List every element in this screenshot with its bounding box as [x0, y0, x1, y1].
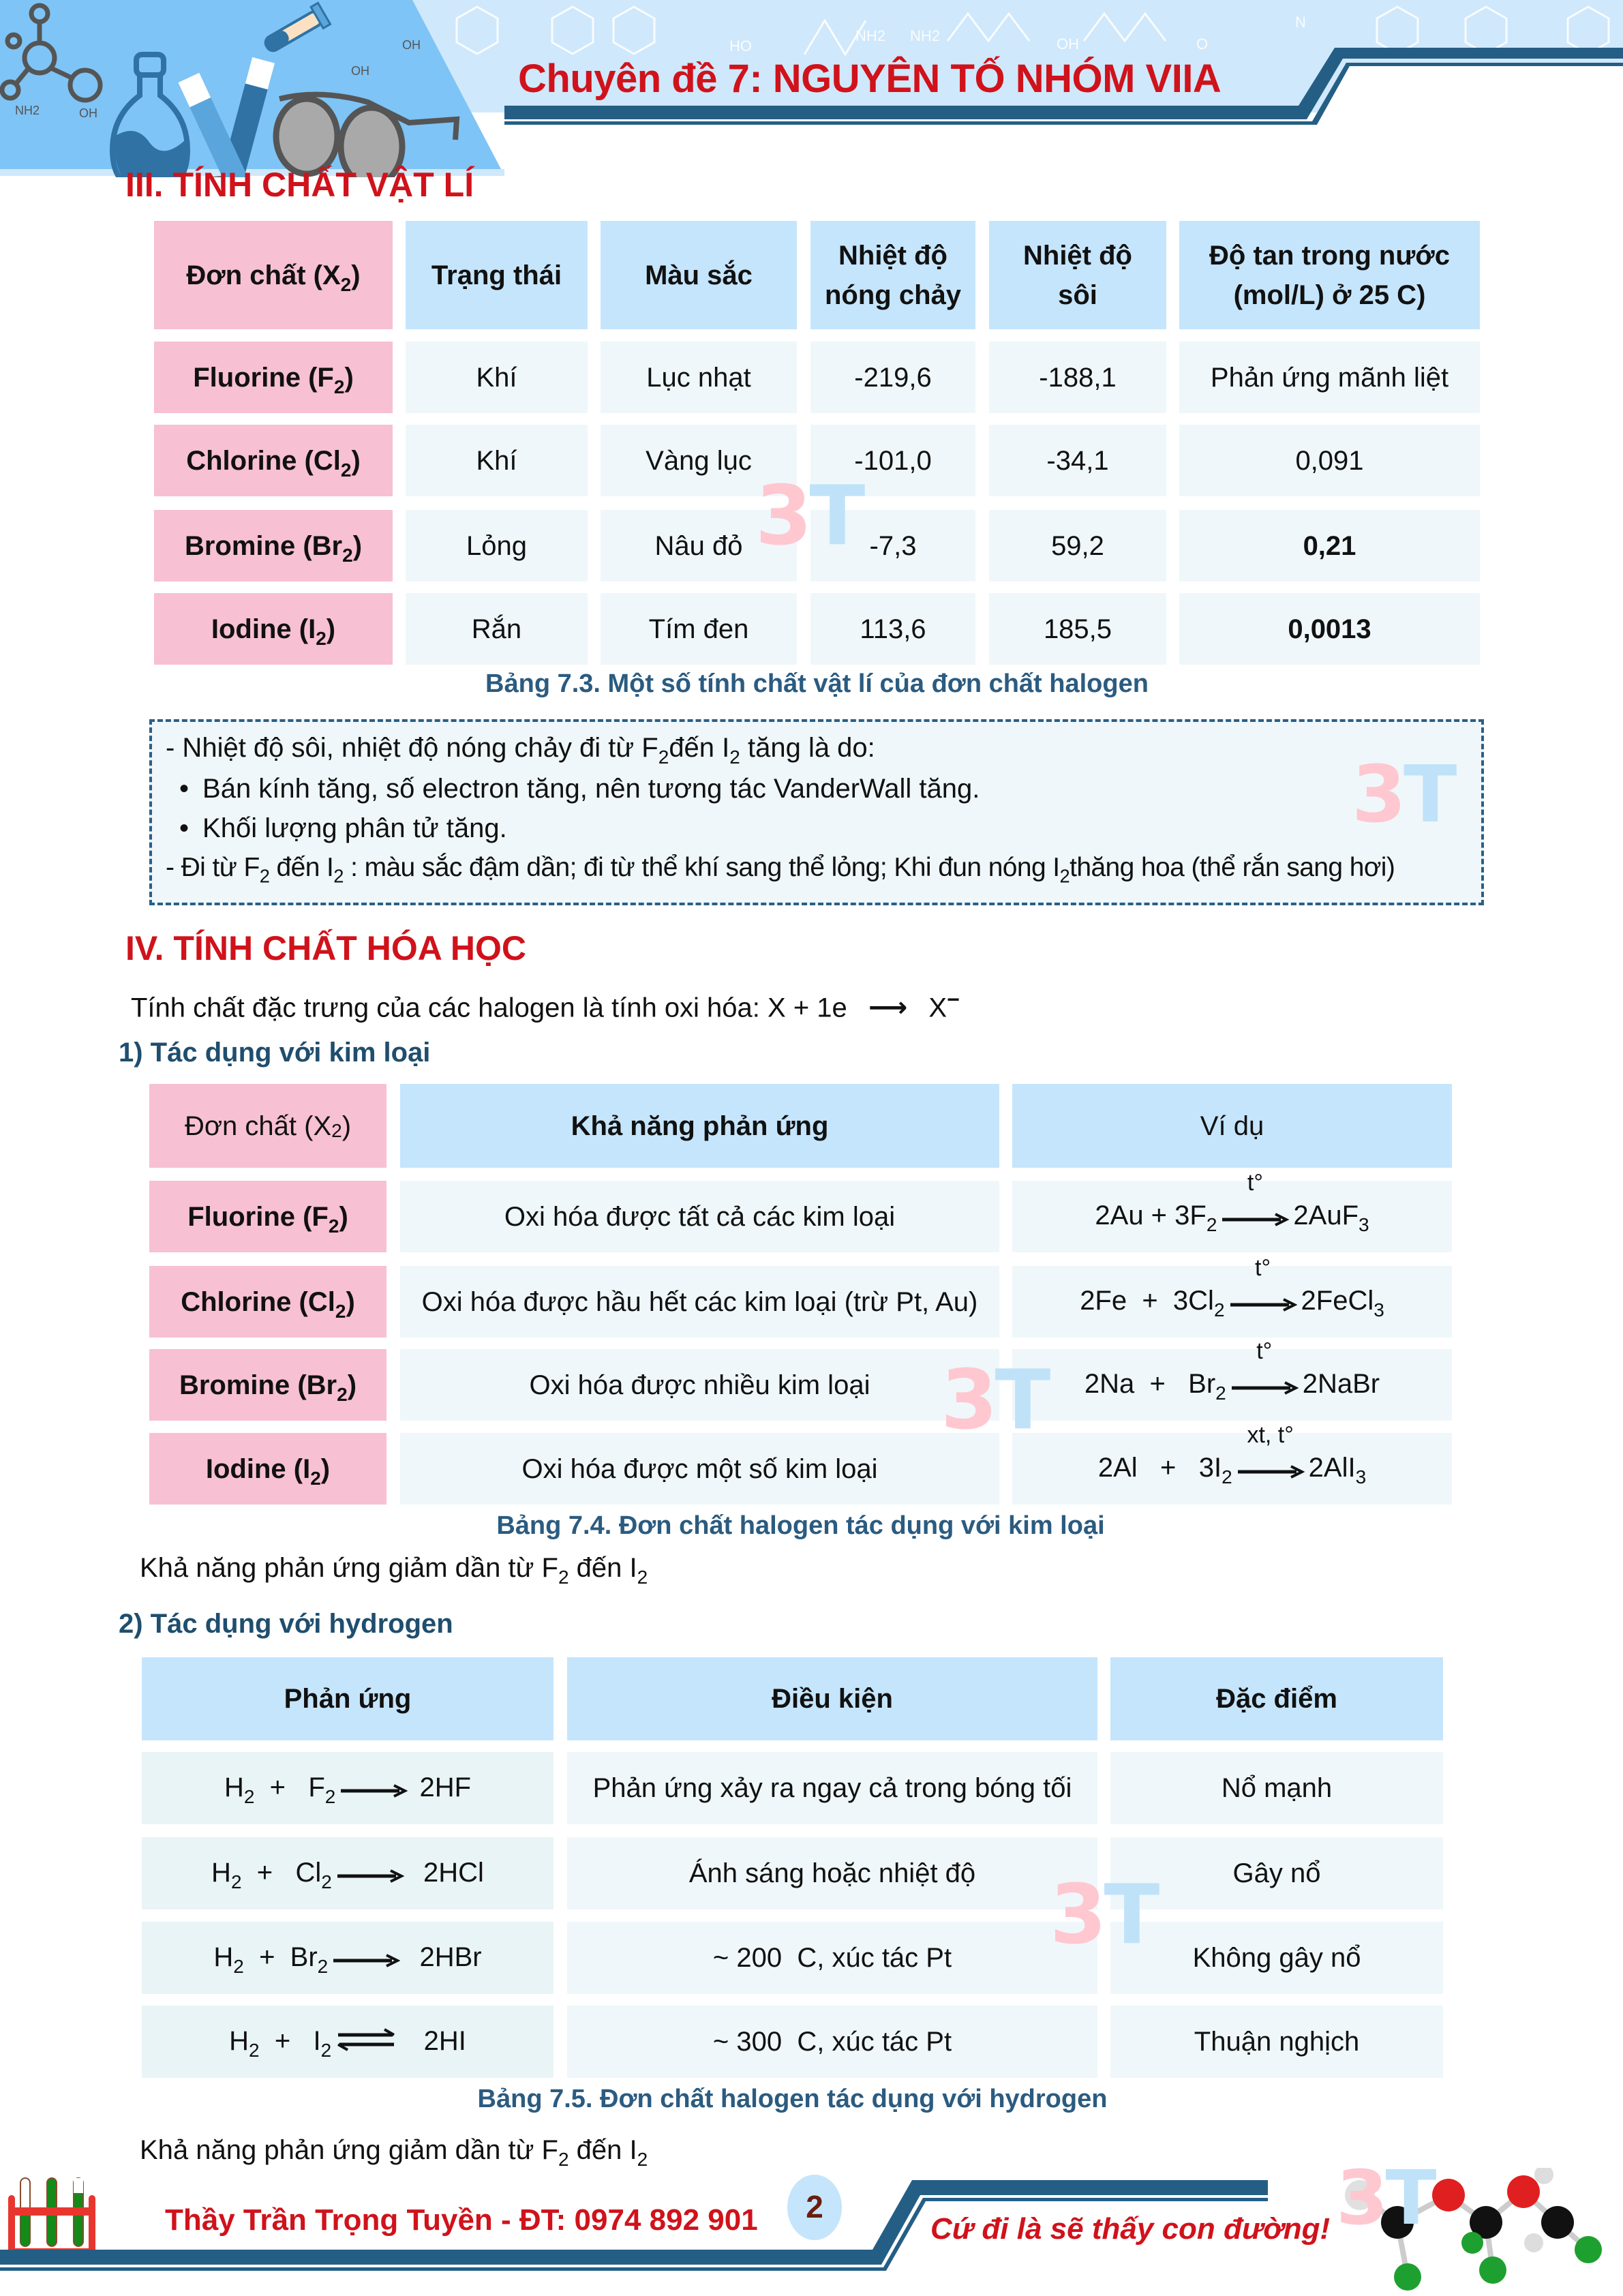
table-cell-condition	[567, 1922, 1097, 1994]
equation-text: 2HI	[401, 2025, 466, 2056]
header-text: Phản ứng	[284, 1684, 412, 1714]
cell-value: Ánh sáng hoặc nhiệt độ	[688, 1858, 976, 1888]
subscript: 2	[243, 1785, 255, 1807]
equation-text: + Br	[243, 1942, 318, 1972]
equation-text: 2Na + Br	[1084, 1369, 1216, 1400]
cell-value: 0,091	[1295, 445, 1364, 476]
decor-label: OH	[351, 64, 369, 78]
watermark-t: T	[1104, 1868, 1157, 1963]
cell-value: Nâu đỏ	[654, 530, 743, 561]
cell-value: Vàng lục	[646, 445, 752, 476]
test-tube-rack-icon	[8, 2178, 95, 2256]
subscript: 2	[340, 273, 352, 295]
table-cell-mp	[810, 593, 975, 665]
header-text: Đặc điểm	[1216, 1684, 1337, 1714]
watermark-logo	[1336, 2154, 1434, 2241]
conclusion-text: Khả năng phản ứng giảm dần từ F	[140, 1553, 558, 1583]
cell-value: 113,6	[860, 614, 926, 644]
table-cell-example	[1012, 1421, 1452, 1505]
equation-text: 2HCl	[408, 1857, 484, 1888]
substance-name	[186, 441, 361, 481]
subscript: 2	[558, 1566, 569, 1588]
reaction-equation	[1084, 1338, 1380, 1405]
decor-label: OH	[402, 38, 421, 52]
note-box	[149, 719, 1484, 905]
table-row-name	[154, 510, 393, 581]
intro-text: Tính chất đặc trưng của các halogen là tính oxi hóa: X + 1e	[131, 993, 847, 1023]
note-text: đến I	[269, 853, 334, 882]
reaction-arrow-icon	[1229, 1254, 1297, 1323]
note-text: - Đi từ F	[166, 853, 260, 882]
header-text: Trạng thái	[431, 260, 562, 290]
cell-value: Rắn	[471, 614, 522, 644]
subscript: 2	[637, 1566, 648, 1588]
table-row-name	[154, 593, 393, 665]
cell-value: Oxi hóa được một số kim loại	[521, 1453, 878, 1484]
reaction-arrow-icon	[1221, 1169, 1289, 1237]
reaction-condition: t°	[1247, 1169, 1263, 1196]
watermark-t: T	[995, 1353, 1048, 1448]
subscript: 2	[1206, 1214, 1217, 1236]
note-text: thăng hoa (thể rắn sang hơi)	[1070, 853, 1395, 882]
subscript: 3	[1374, 1299, 1384, 1321]
table-header-cell	[400, 1084, 999, 1168]
conclusion-text: đến I	[568, 2135, 637, 2165]
reaction-arrow-icon	[1230, 1338, 1299, 1406]
subscript: 2	[249, 2039, 260, 2061]
cell-value: 0,0013	[1288, 614, 1371, 644]
watermark-t: T	[809, 469, 863, 564]
cell-value: -219,6	[854, 362, 932, 393]
header-text: Đơn chất (X	[186, 260, 341, 290]
substance-text: Iodine (I	[211, 614, 316, 644]
intro-line	[131, 987, 960, 1023]
table-cell-feature	[1110, 1837, 1443, 1909]
table-cell-state	[406, 425, 588, 496]
substance-text: Bromine (Br	[179, 1370, 337, 1400]
table-header-cell	[1012, 1084, 1452, 1168]
cell-value: Phản ứng xảy ra ngay cả trong bóng tối	[592, 1773, 1072, 1803]
table-cell-condition	[567, 1837, 1097, 1909]
substance-text: Fluorine (F	[193, 362, 334, 393]
subscript: 2	[317, 1955, 329, 1977]
table-caption: Bảng 7.3. Một số tính chất vật lí của đơn chất halogen	[485, 669, 1149, 698]
subscript: 2	[233, 1955, 244, 1977]
table-cell-feature	[1110, 1752, 1443, 1824]
substance-text: Iodine (I	[205, 1453, 311, 1484]
subscript: 2	[321, 1871, 332, 1892]
substance-text: )	[347, 1370, 357, 1400]
table-cell-state	[406, 342, 588, 413]
table-caption: Bảng 7.5. Đơn chất halogen tác dụng với hydrogen	[477, 2085, 1108, 2113]
conclusion-text: đến I	[568, 1553, 637, 1583]
note-text: đến I	[669, 733, 730, 763]
table-row-name	[154, 342, 393, 413]
footer-author: Thầy Trần Trọng Tuyền - ĐT: 0974 892 901	[165, 2203, 758, 2237]
table-cell-ability	[400, 1266, 999, 1338]
reaction-arrow-icon	[1237, 1421, 1305, 1490]
subsection-heading-hydrogen: 2) Tác dụng với hydrogen	[119, 1609, 453, 1639]
substance-name	[193, 358, 354, 397]
header-text: Độ tan trong nước	[1209, 240, 1450, 271]
table-cell-ability	[400, 1181, 999, 1252]
header-text: )	[342, 1111, 352, 1141]
subscript: 2	[658, 746, 669, 768]
table-cell-solubility	[1179, 510, 1480, 581]
table-cell-reaction	[142, 1922, 553, 1994]
table-cell-condition	[567, 1752, 1097, 1824]
reaction-condition: t°	[1256, 1338, 1273, 1364]
table-row-name	[149, 1266, 386, 1338]
table-cell-mp	[810, 342, 975, 413]
header-text: )	[351, 260, 361, 290]
table-cell-reaction	[142, 1837, 553, 1909]
table-header-cell	[567, 1657, 1097, 1740]
equation-text: H	[224, 1772, 244, 1802]
watermark-t: T	[1385, 2154, 1434, 2241]
subscript: 2	[340, 459, 352, 481]
watermark-logo	[941, 1353, 1048, 1448]
note-text: : màu sắc đậm dần; đi từ thể khí sang thể lỏng; Khi đun nóng I	[343, 853, 1060, 882]
arrow-right-icon: ⟶	[868, 993, 908, 1023]
table-row-name	[149, 1433, 386, 1505]
subscript: 2	[1059, 865, 1070, 887]
watermark-logo	[755, 469, 862, 564]
cell-value: Không gây nổ	[1192, 1943, 1361, 1973]
decor-label: NH2	[855, 27, 886, 44]
bullet-icon: •	[179, 774, 189, 804]
header-text: Đơn chất (X	[184, 1111, 332, 1141]
subscript: 2	[1213, 1299, 1225, 1321]
header-text: Điều kiện	[772, 1684, 893, 1714]
reaction-equation	[229, 2021, 466, 2062]
subscript: 2	[331, 1119, 342, 1141]
substance-text: )	[351, 445, 361, 476]
section-heading-chemical: IV. TÍNH CHẤT HÓA HỌC	[125, 929, 526, 967]
table-cell-reaction	[142, 2006, 553, 2078]
table-header-cell	[1110, 1657, 1443, 1740]
cell-value: Phản ứng mãnh liệt	[1210, 362, 1449, 393]
subscript: 2	[259, 865, 270, 887]
cell-value: Tím đen	[648, 614, 749, 644]
equation-text: + F	[254, 1772, 325, 1802]
note-line	[166, 853, 1395, 887]
table-cell-color	[601, 342, 797, 413]
table-cell-condition	[567, 2006, 1097, 2078]
subscript: 2	[342, 544, 353, 566]
table-header-cell	[142, 1657, 553, 1740]
section-heading-physical: III. TÍNH CHẤT VẬT LÍ	[125, 166, 474, 204]
page-title: Chuyên đề 7: NGUYÊN TỐ NHÓM VIIA	[518, 57, 1222, 101]
table-cell-bp	[989, 425, 1166, 496]
equation-text: 2Au + 3F	[1095, 1200, 1207, 1231]
bullet-icon: •	[179, 813, 189, 843]
substance-name	[187, 1197, 348, 1237]
table-row-name	[149, 1349, 386, 1421]
equation-text: 2HF	[412, 1772, 472, 1802]
equation-text: H	[211, 1857, 231, 1888]
cell-value: Oxi hóa được nhiều kim loại	[529, 1370, 870, 1400]
substance-text: )	[320, 1453, 331, 1484]
substance-text: )	[352, 530, 363, 561]
equation-text: 2Al + 3I	[1097, 1453, 1222, 1483]
decor-label: HO	[729, 37, 752, 55]
table-cell-example	[1012, 1338, 1452, 1421]
reaction-condition: t°	[1255, 1254, 1271, 1281]
subscript: 2	[333, 865, 344, 887]
watermark-3: 3	[1352, 749, 1404, 841]
molecule-pattern-icon	[457, 7, 1609, 55]
table-cell-color	[601, 593, 797, 665]
table-cell-bp	[989, 593, 1166, 665]
equation-text: + I	[259, 2025, 321, 2056]
reaction-equation	[224, 1768, 471, 1809]
cell-value: Lỏng	[466, 530, 527, 561]
equation-text: 2FeCl	[1301, 1286, 1374, 1316]
table-cell-reaction	[142, 1752, 553, 1824]
reaction-arrow-icon	[332, 1939, 400, 1978]
substance-name	[179, 1365, 357, 1405]
cell-value: ~ 200 C, xúc tác Pt	[712, 1943, 952, 1973]
substance-name	[185, 526, 362, 566]
header-text: Ví dụ	[1200, 1111, 1264, 1141]
decor-label: OH	[79, 106, 97, 120]
substance-text: )	[346, 1286, 355, 1317]
substance-name	[181, 1282, 355, 1322]
substance-name	[211, 609, 335, 649]
table-cell-state	[406, 593, 588, 665]
table-header-cell	[149, 1084, 386, 1168]
subscript: 2	[310, 1467, 321, 1489]
cell-value: -34,1	[1046, 445, 1109, 476]
table-header-cell	[810, 221, 975, 329]
decor-label: NH2	[15, 104, 40, 117]
table-cell-solubility	[1179, 342, 1480, 413]
equation-text: H	[229, 2025, 249, 2056]
table-row-name	[154, 425, 393, 496]
note-text: Bán kính tăng, số electron tăng, nên tương tác VanderWall tăng.	[202, 774, 980, 804]
subscript: 2	[230, 1871, 242, 1892]
cell-value: Nổ mạnh	[1221, 1773, 1333, 1803]
cell-value: Thuận nghịch	[1194, 2027, 1360, 2057]
substance-text: )	[326, 614, 336, 644]
table-cell-state	[406, 510, 588, 581]
substance-text: )	[344, 362, 354, 393]
reaction-arrow-icon	[336, 1854, 404, 1894]
table-header-cell	[1179, 221, 1480, 329]
equilibrium-arrow-icon	[335, 2023, 397, 2062]
subscript: 2	[337, 1383, 348, 1405]
subscript: 2	[637, 2148, 648, 2170]
note-bullet	[179, 774, 980, 804]
cell-value: -7,3	[869, 530, 917, 561]
reaction-equation	[1080, 1254, 1384, 1322]
equation-text: 2HBr	[404, 1942, 482, 1972]
cell-value: 59,2	[1051, 530, 1104, 561]
footer-slogan: Cứ đi là sẽ thấy con đường!	[930, 2212, 1331, 2246]
cell-value: Lục nhạt	[646, 362, 751, 393]
subscript: 2	[316, 627, 327, 649]
subsection-heading-metals: 1) Tác dụng với kim loại	[119, 1038, 431, 1068]
subscript: 2	[1222, 1466, 1232, 1488]
table-cell-ability	[400, 1433, 999, 1505]
table-cell-bp	[989, 342, 1166, 413]
note-text: Khối lượng phân tử tăng.	[202, 813, 507, 843]
cell-value: Khí	[476, 362, 517, 393]
page-number: 2	[806, 2189, 823, 2224]
note-line	[166, 733, 875, 768]
equation-text: 2NaBr	[1302, 1369, 1380, 1400]
cell-value: Gây nổ	[1232, 1858, 1321, 1888]
cell-value: Khí	[476, 445, 517, 476]
equation-text: 2Fe + 3Cl	[1080, 1286, 1214, 1316]
table-cell-example	[1012, 1254, 1452, 1338]
subscript: 2	[328, 1215, 339, 1237]
subscript: 2	[324, 1785, 336, 1807]
cell-value: 185,5	[1043, 614, 1112, 644]
table-cell-feature	[1110, 2006, 1443, 2078]
conclusion-hydrogen	[140, 2135, 648, 2170]
cell-value: Oxi hóa được tất cả các kim loại	[504, 1201, 896, 1232]
conclusion-metals	[140, 1553, 648, 1588]
subscript: 3	[1355, 1466, 1367, 1488]
header-text: Màu sắc	[645, 260, 753, 290]
substance-text: )	[339, 1201, 348, 1232]
table-cell-example	[1012, 1169, 1452, 1252]
cell-value: ~ 300 C, xúc tác Pt	[712, 2027, 952, 2057]
header-text: (mol/L) ở 25 C)	[1233, 280, 1426, 310]
substance-text: Chlorine (Cl	[186, 445, 341, 476]
cell-value: 0,21	[1303, 530, 1356, 561]
watermark-3: 3	[941, 1353, 995, 1448]
reaction-equation	[1097, 1421, 1367, 1489]
table-cell-solubility	[1179, 425, 1480, 496]
equation-text: + Cl	[241, 1857, 322, 1888]
header-text: sôi	[1058, 280, 1097, 310]
header-text: Nhiệt độ	[838, 240, 947, 271]
subscript: 2	[333, 376, 345, 397]
watermark-t: T	[1404, 749, 1455, 841]
note-text: tăng là do:	[740, 733, 875, 763]
watermark-logo	[1352, 749, 1454, 841]
cell-value: -101,0	[854, 445, 932, 476]
subscript: 2	[729, 746, 740, 768]
reaction-equation	[213, 1937, 481, 1978]
header-text: Khả năng phản ứng	[571, 1111, 829, 1141]
intro-product: X	[928, 993, 947, 1023]
watermark-logo	[1050, 1868, 1157, 1963]
conclusion-text: Khả năng phản ứng giảm dần từ F	[140, 2135, 558, 2165]
equation-text: 2AuF	[1293, 1200, 1359, 1231]
table-cell-solubility	[1179, 593, 1480, 665]
watermark-3: 3	[1336, 2154, 1386, 2241]
table-header-cell	[601, 221, 797, 329]
watermark-3: 3	[755, 469, 810, 564]
decor-label: NH2	[910, 27, 941, 44]
table-cell-ability	[400, 1349, 999, 1421]
note-text: - Nhiệt độ sôi, nhiệt độ nóng chảy đi từ F	[166, 733, 658, 763]
reaction-arrow-icon	[339, 1769, 408, 1809]
substance-text: Fluorine (F	[187, 1201, 329, 1232]
reaction-condition: xt, t°	[1247, 1421, 1294, 1448]
table-header-cell	[989, 221, 1166, 329]
reaction-equation	[1095, 1169, 1369, 1237]
substance-text: Bromine (Br	[184, 530, 343, 561]
table-header-cell	[406, 221, 588, 329]
reaction-equation	[211, 1853, 484, 1894]
subscript: 2	[558, 2148, 569, 2170]
equation-text: 2AlI	[1308, 1453, 1356, 1483]
header-text: Nhiệt độ	[1023, 240, 1132, 271]
decor-label: O	[1196, 35, 1209, 52]
subscript: 3	[1359, 1214, 1369, 1236]
subscript: 2	[1215, 1383, 1226, 1404]
equation-text: H	[213, 1942, 234, 1972]
charge-superscript: −	[947, 987, 960, 1012]
header-right-blank	[1295, 66, 1623, 177]
substance-name	[206, 1449, 330, 1489]
header-text: nóng chảy	[824, 280, 962, 310]
table-caption: Bảng 7.4. Đơn chất halogen tác dụng với kim loại	[496, 1511, 1105, 1540]
table-row-name	[149, 1181, 386, 1252]
watermark-3: 3	[1050, 1868, 1104, 1963]
decor-label: OH	[1057, 35, 1079, 52]
note-bullet	[179, 813, 507, 844]
substance-text: Chlorine (Cl	[181, 1286, 335, 1317]
subscript: 2	[320, 2039, 332, 2061]
table-header-cell	[154, 221, 393, 329]
table-cell-feature	[1110, 1922, 1443, 1994]
decor-label: N	[1295, 14, 1306, 31]
subscript: 2	[335, 1300, 346, 1322]
cell-value: Oxi hóa được hầu hết các kim loại (trừ Pt, Au)	[421, 1286, 978, 1317]
cell-value: -188,1	[1039, 362, 1117, 393]
table-cell-bp	[989, 510, 1166, 581]
